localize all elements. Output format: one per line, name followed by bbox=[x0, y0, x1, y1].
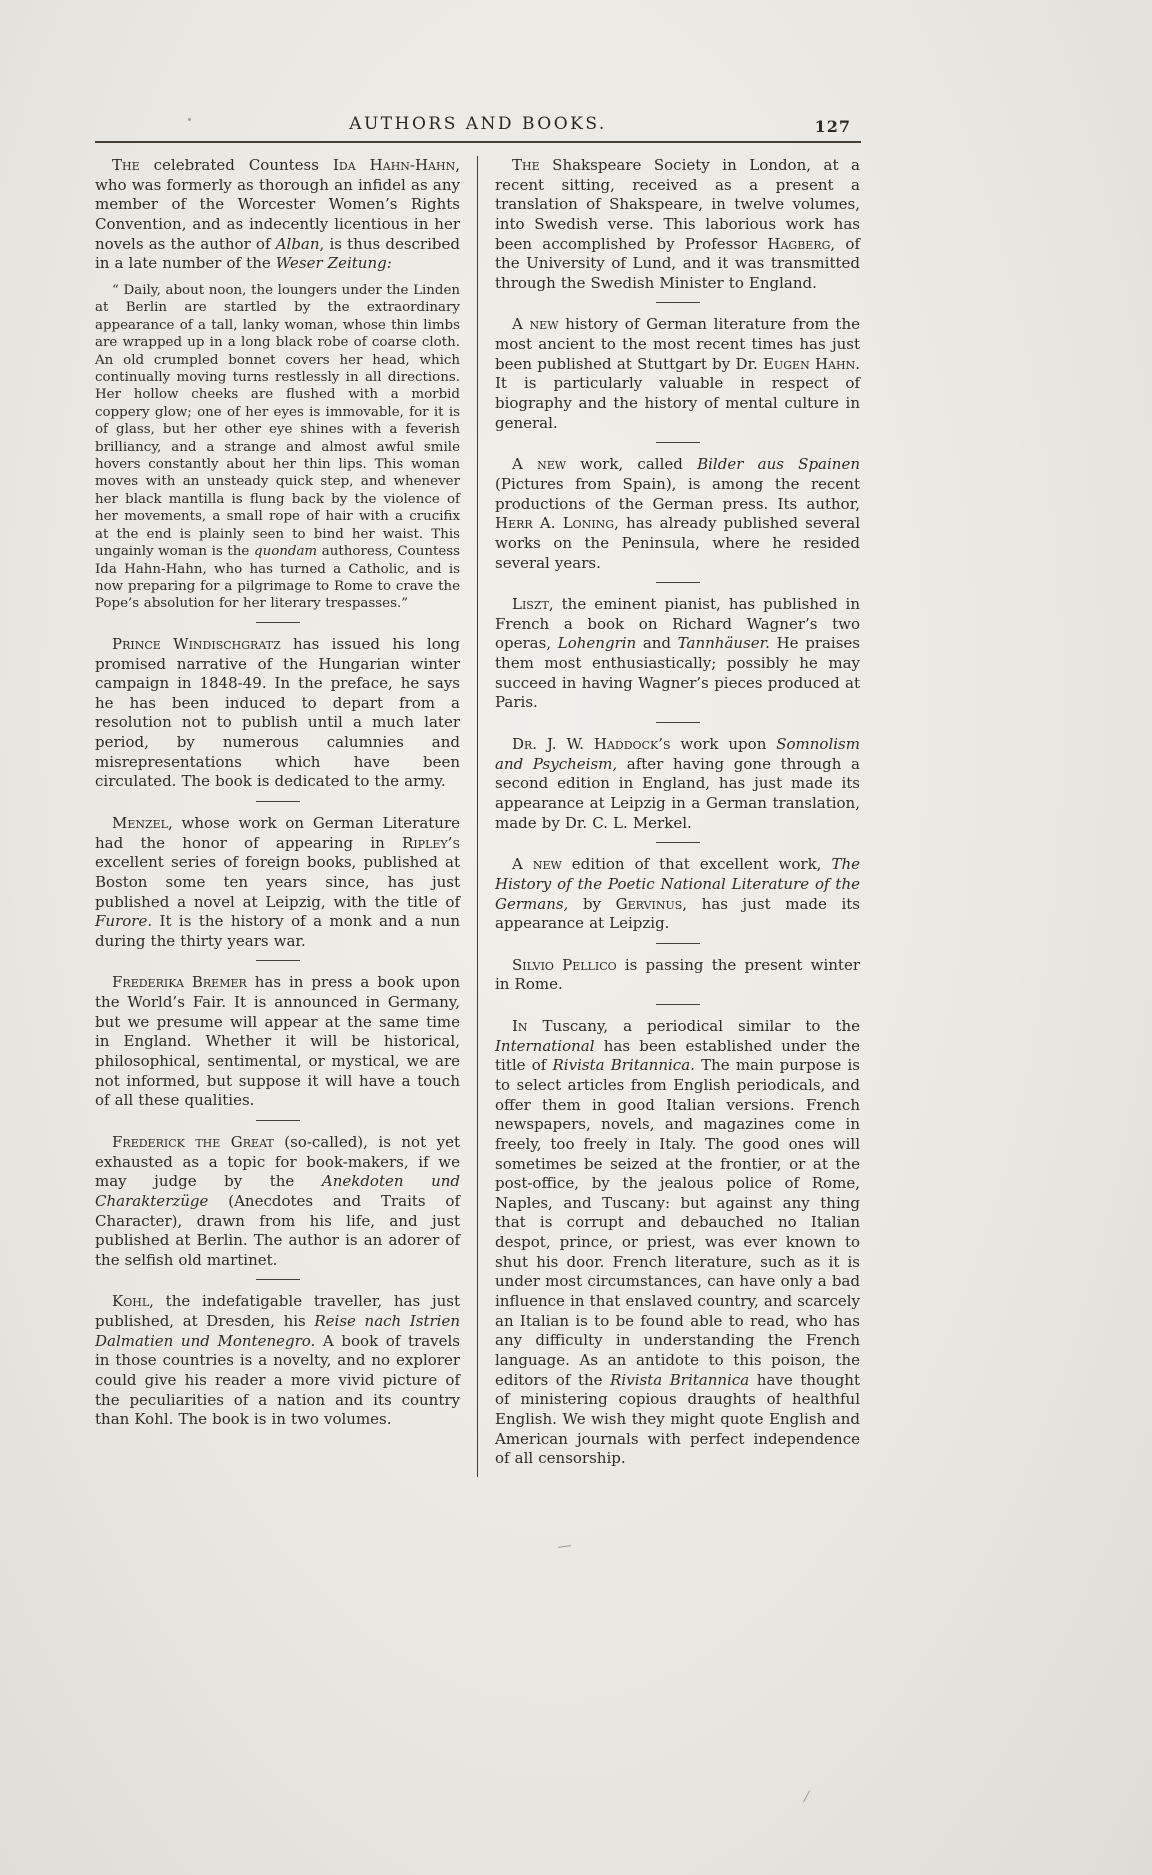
paragraph: Dr. J. W. Haddock’s work upon Somnolism and Psycheism, after having gone through a second edition in England, has just made its appearance at Leipzig in a German translation, made by Dr. C. L. Merkel. bbox=[495, 735, 860, 832]
section-divider bbox=[256, 960, 300, 961]
header-rule bbox=[95, 141, 861, 143]
page-title: AUTHORS AND BOOKS. bbox=[349, 114, 607, 134]
section-divider bbox=[656, 842, 700, 843]
paragraph: Liszt, the eminent pianist, has published in French a book on Richard Wagner’s two operas, Lohengrin and Tannhäuser. He praises them most enthusiastically; possibly he may succeed in having Wagner’s pieces produced at Paris. bbox=[495, 595, 860, 712]
paragraph: The Shakspeare Society in London, at a recent sitting, received as a present a translation of Shakspeare, in twelve volumes, into Swedish verse. This laborious work has been accomplished by Professor Hagberg, of the University of Lund, and it was transmitted through the Swedish Minister to England. bbox=[495, 156, 860, 292]
paragraph: Prince Windischgratz has issued his long promised narrative of the Hungarian winter campaign in 1848-49. In the preface, he says he has been induced to depart from a resolution not to publish until a much later period, by numerous calumnies and misrepresentations which have been circulated. The book is dedicated to the army. bbox=[95, 634, 460, 791]
section-divider bbox=[656, 442, 700, 443]
paragraph: A new work, called Bilder aus Spainen (Pictures from Spain), is among the recent productions of the German press. Its author, Herr A. Loning, has already published several works on the Peninsula, where he resided several years. bbox=[495, 455, 860, 572]
section-divider bbox=[256, 1120, 300, 1121]
column-divider-rule bbox=[477, 156, 478, 1477]
page-header bbox=[95, 112, 861, 140]
paragraph: A new history of German literature from the most ancient to the most recent times has just been published at Stuttgart by Dr. Eugen Hahn. It is particularly valuable in respect of biography and the history of mental culture in general. bbox=[495, 315, 860, 432]
paragraph: Frederick the Great (so-called), is not yet exhausted as a topic for book-makers, if we may judge by the Anekdoten und Charakterzüge (Anecdotes and Traits of Character), drawn from his life, and just published at Berlin. The author is an adorer of the selfish old martinet. bbox=[95, 1132, 461, 1269]
scan-artifact bbox=[188, 118, 191, 121]
section-divider bbox=[656, 302, 700, 303]
section-divider bbox=[656, 943, 700, 944]
column-left bbox=[95, 156, 460, 1477]
scan-artifact bbox=[558, 1545, 571, 1548]
paragraph: Frederika Bremer has in press a book upon the World’s Fair. It is announced in Germany, but we presume will appear at the same time in England. Whether it will be historical, philosophical, sentimental, or mystical, we are not informed, but suppose it will have a touch of all these qualities. bbox=[95, 973, 460, 1110]
text-columns bbox=[95, 156, 861, 1477]
section-divider bbox=[656, 1004, 700, 1005]
quote-paragraph: “ Daily, about noon, the loungers under the Linden at Berlin are startled by the extraordinary appearance of a tall, lanky woman, whose thin limbs are wrapped up in a long black robe of coarse cloth. An old crumpled bonnet covers her head, which continually moving turns restlessly in all directions. Her hollow cheeks are flushed with a morbid coppery glow; one of her eyes is immovable, for it is of glass, but her other eye shines with a feverish brilliancy, and a strange and almost awful smile hovers constantly about her thin lips. This woman moves with an unsteady quick step, and whenever her black mantilla is flung back by the violence of her movements, a small rope of hair with a crucifix at the end is plainly seen to bind her waist. This ungainly woman is the quondam authoress, Countess Ida Hahn-Hahn, who has turned a Catholic, and is now preparing for a pilgrimage to Rome to crave the Pope’s absolution for her literary trespasses.” bbox=[95, 282, 461, 612]
section-divider bbox=[656, 722, 700, 723]
scan-artifact bbox=[803, 1791, 810, 1803]
section-divider bbox=[256, 1279, 300, 1280]
paragraph: Silvio Pellico is passing the present winter in Rome. bbox=[495, 955, 860, 994]
section-divider bbox=[656, 582, 700, 583]
page-content bbox=[95, 112, 861, 1477]
paragraph: The celebrated Countess Ida Hahn-Hahn, who was formerly as thorough an infidel as any member of the Worcester Women’s Rights Convention, and as indecently licentious in her novels as the author of Alban, is thus described in a late number of the Weser Zeitung: bbox=[95, 156, 460, 273]
page-number: 127 bbox=[814, 117, 851, 136]
paragraph: In Tuscany, a periodical similar to the International has been established under the title of Rivista Britannica. The main purpose is to select articles from English periodicals, and offer them in good Italian versions. French newspapers, novels, and magazines come in freely, too freely in Italy. The good ones will sometimes be seized at the frontier, or at the post-office, by the jealous police of Rome, Naples, and Tuscany: but against any thing that is corrupt and debauched no Italian despot, prince, or priest, was ever known to shut his door. French literature, such as it is under most circumstances, can have only a bad influence in that enslaved country, and scarcely an Italian is to be found able to read, who has any difficulty in understanding the French language. As an antidote to this poison, the editors of the Rivista Britannica have thought of ministering copious draughts of healthful English. We wish they might quote English and American journals with perfect independence of all censorship. bbox=[495, 1017, 860, 1468]
paragraph: Kohl, the indefatigable traveller, has just published, at Dresden, his Reise nach Istrien Dalmatien und Montenegro. A book of travels in those countries is a novelty, and no explorer could give his reader a more vivid picture of the peculiarities of a nation and its country than Kohl. The book is in two volumes. bbox=[95, 1292, 460, 1429]
paragraph: A new edition of that excellent work, The History of the Poetic National Literature of the Germans, by Gervinus, has just made its appearance at Leipzig. bbox=[495, 855, 860, 933]
section-divider bbox=[256, 622, 300, 623]
paragraph: Menzel, whose work on German Literature had the honor of appearing in Ripley’s excellent series of foreign books, published at Boston some ten years since, has just published a novel at Leipzig, with the title of Furore. It is the history of a monk and a nun during the thirty years war. bbox=[95, 813, 460, 950]
section-divider bbox=[256, 801, 300, 802]
column-right bbox=[495, 156, 860, 1477]
